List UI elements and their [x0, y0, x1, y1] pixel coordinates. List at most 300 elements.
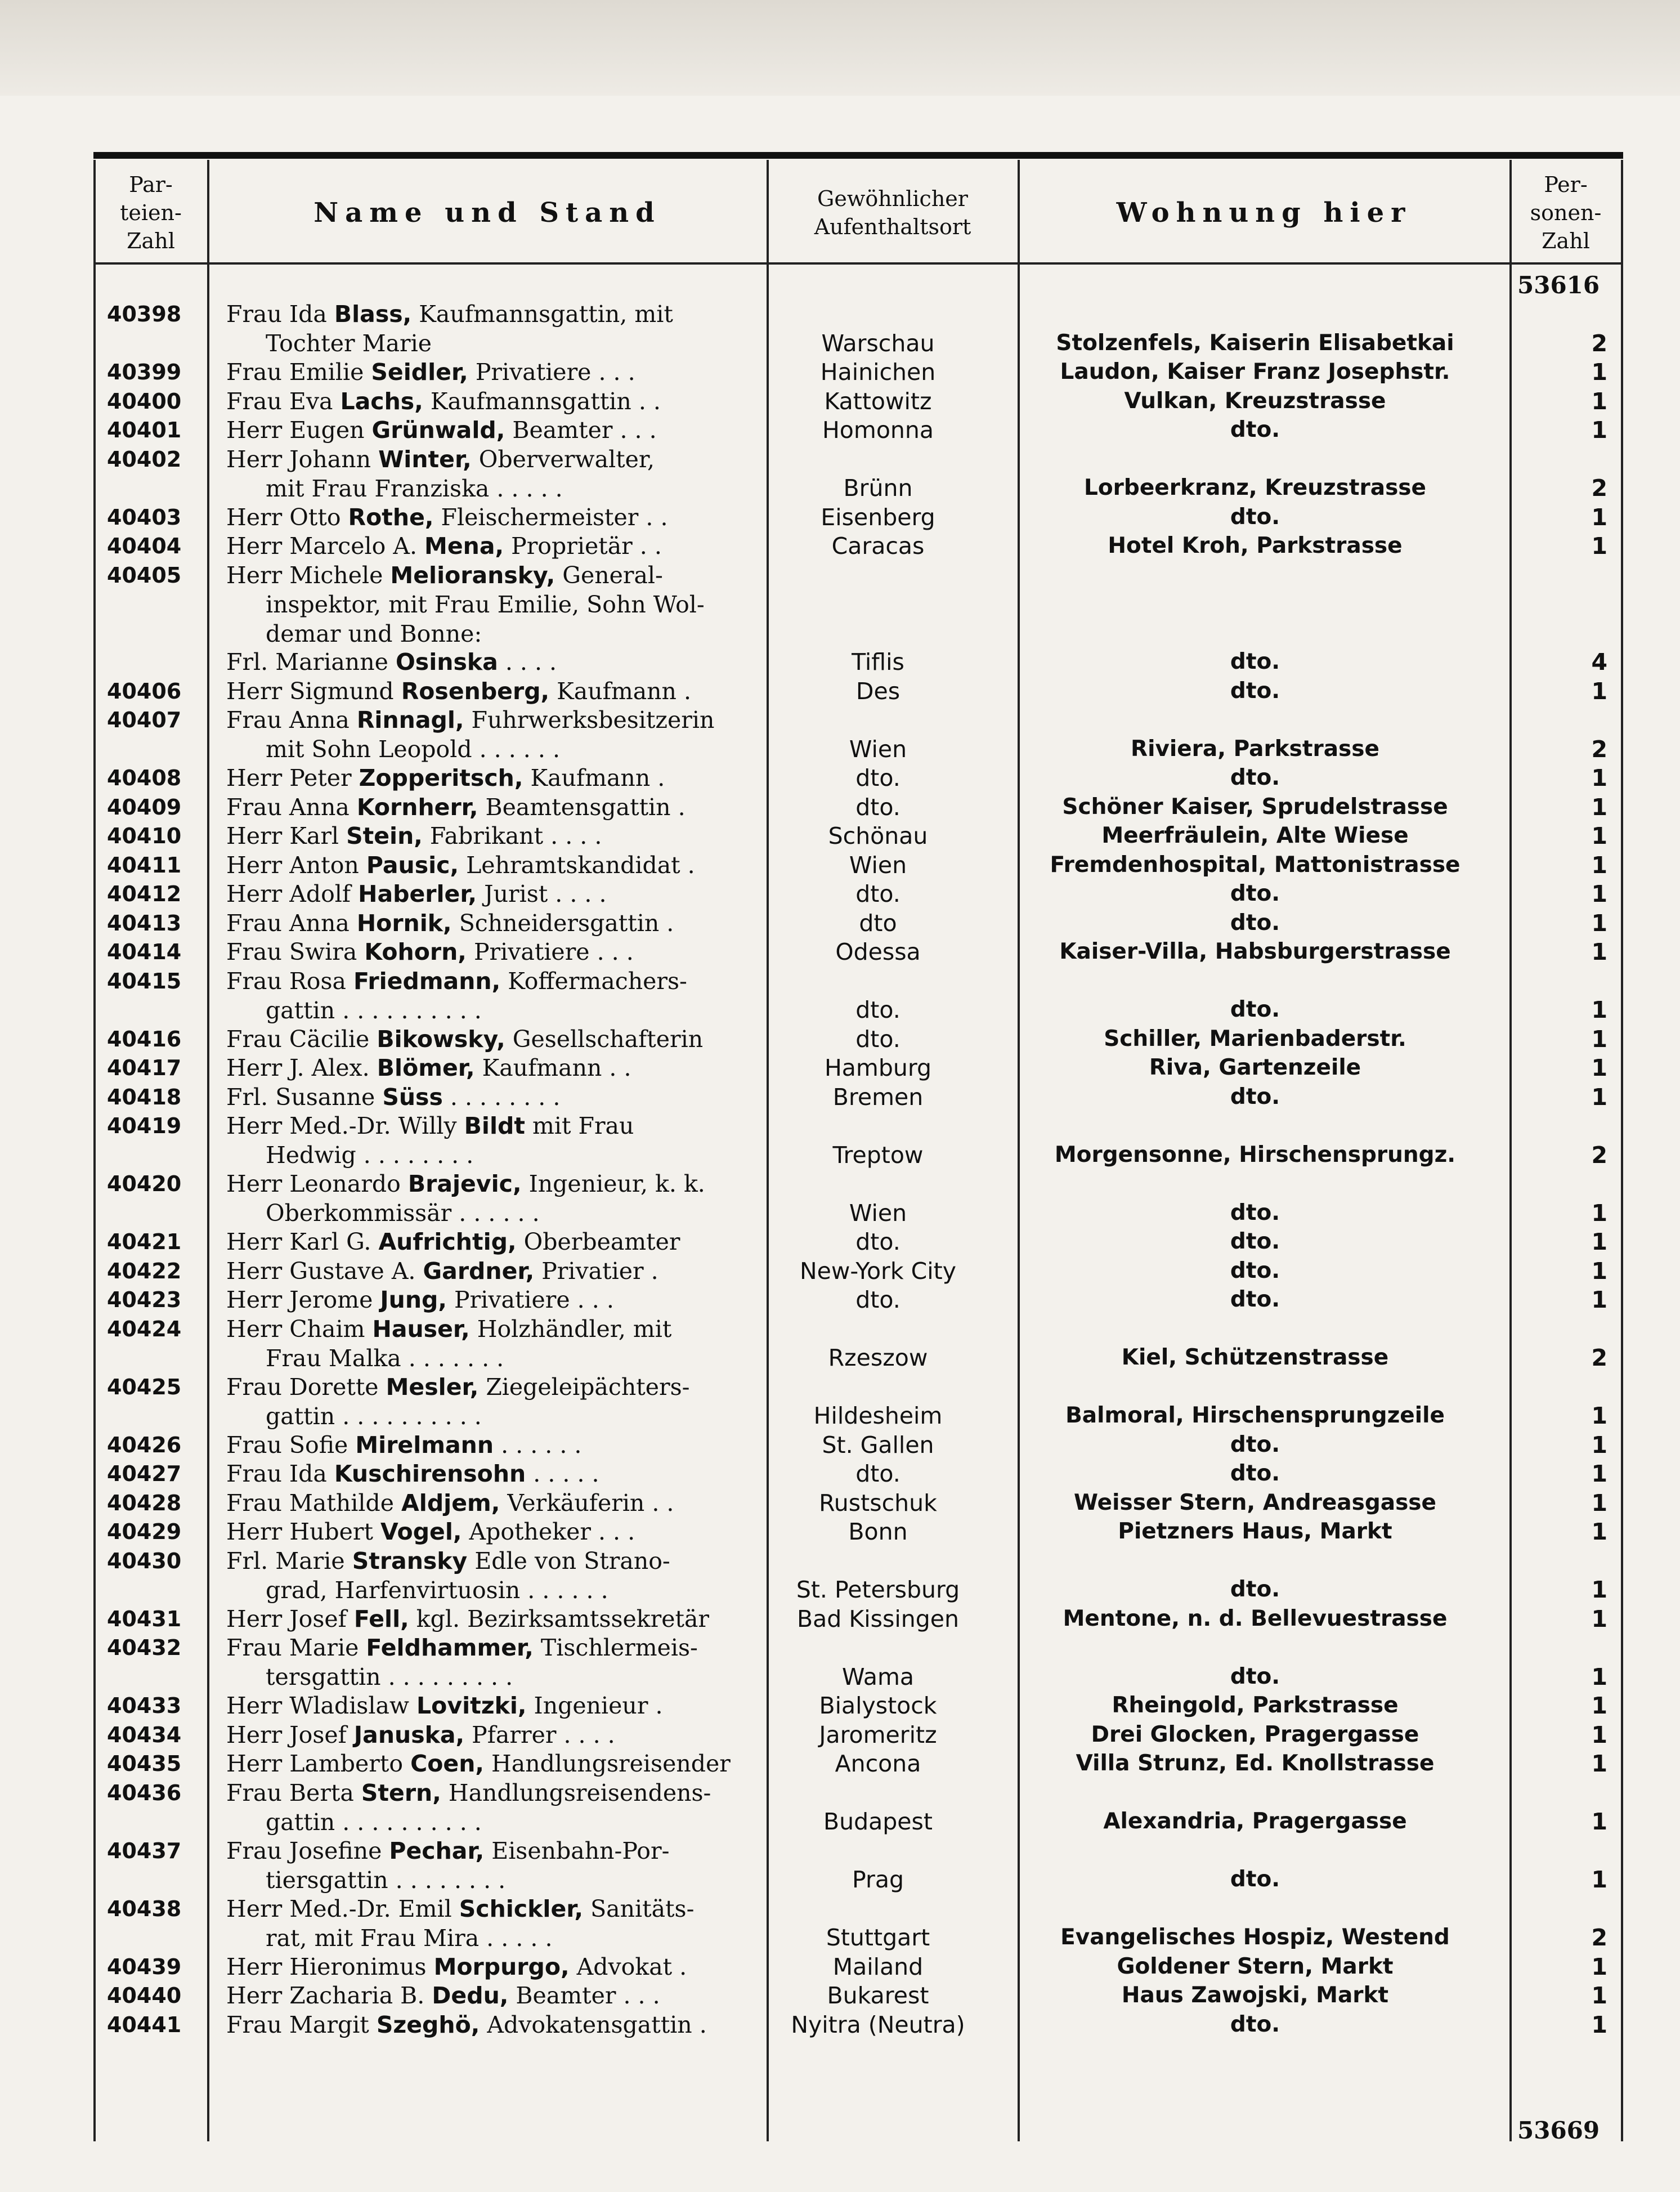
residence-here: dto.	[1230, 881, 1280, 906]
guest-title: Herr Sigmund	[226, 677, 394, 705]
entry-row	[93, 1981, 1623, 2010]
persons-count: 2	[1591, 1141, 1607, 1169]
guest-title: Herr Karl	[226, 822, 339, 849]
name-and-status	[226, 1981, 845, 2010]
party-number: 40414	[107, 940, 182, 964]
name-and-status	[226, 1459, 845, 1488]
residence-here: Schöner Kaiser, Sprudelstrasse	[1062, 794, 1448, 820]
usual-residence: Stuttgart	[826, 1924, 930, 1951]
guest-title: Frau Anna	[226, 909, 350, 937]
party-number: 40430	[107, 1548, 182, 1573]
residence-here: dto.	[1230, 2011, 1280, 2037]
persons-count: 1	[1591, 1257, 1607, 1285]
persons-count: 2	[1591, 1344, 1607, 1371]
guest-occupation: mit Frau	[532, 1112, 634, 1139]
residence-here: Goldener Stern, Markt	[1117, 1953, 1394, 1979]
usual-residence: Schönau	[828, 822, 928, 849]
scan-edge	[0, 0, 1680, 96]
name-and-status	[226, 1778, 845, 1837]
residence-here: Drei Glocken, Pragergasse	[1091, 1721, 1419, 1747]
guest-title: Herr Hubert	[226, 1518, 373, 1545]
persons-count: 1	[1591, 1083, 1607, 1111]
persons-count: 1	[1591, 1982, 1607, 2009]
guest-occupation: Koffermachers-	[508, 967, 687, 995]
entry-row	[93, 503, 1623, 532]
residence-here: dto.	[1230, 1431, 1280, 1457]
entry-row	[93, 1053, 1623, 1082]
name-and-status	[226, 1285, 845, 1314]
guest-title: Frau Sofie	[226, 1431, 348, 1459]
name-and-status	[226, 1546, 845, 1605]
name-and-status	[226, 1517, 845, 1546]
persons-count: 4	[1591, 648, 1607, 676]
residence-here: dto.	[1230, 1287, 1280, 1312]
residence-here: Haus Zawojski, Markt	[1121, 1983, 1389, 2008]
entry-row	[93, 1546, 1623, 1604]
name-and-status	[226, 1488, 845, 1518]
party-number: 40404	[107, 534, 182, 558]
guest-occupation: Oberbeamter	[523, 1228, 680, 1255]
name-and-status	[226, 387, 845, 416]
guest-title: Herr Leonardo	[226, 1170, 401, 1197]
guest-surname: Morpurgo,	[433, 1953, 570, 1980]
guest-title: Herr Med.-Dr. Willy	[226, 1112, 457, 1139]
header-usual-residence: Gewöhnlicher Aufenthaltsort	[814, 186, 971, 239]
name-continuation: Hedwig . . . . . . . .	[266, 1142, 474, 1169]
guest-occupation: Kaufmannsgattin, mit	[419, 301, 673, 328]
persons-count: 1	[1591, 1692, 1607, 1719]
guest-surname: Lachs,	[340, 387, 423, 415]
persons-count: 2	[1591, 735, 1607, 763]
guest-title: Frau Margit	[226, 2011, 369, 2038]
persons-count: 1	[1591, 880, 1607, 907]
name-and-status	[226, 851, 845, 880]
header-name-and-status: Name und Stand	[313, 197, 661, 229]
residence-here: dto.	[1230, 504, 1280, 530]
guest-title: Herr Johann	[226, 445, 371, 473]
name-and-status	[226, 1025, 845, 1054]
residence-here: dto.	[1230, 1461, 1280, 1486]
guest-occupation: Advokat .	[576, 1953, 687, 1980]
persons-count: 1	[1591, 1953, 1607, 1980]
guest-occupation: Beamter . . .	[516, 1982, 660, 2009]
party-number: 40415	[107, 968, 182, 994]
residence-here: Kaiser-Villa, Habsburgerstrasse	[1059, 939, 1451, 964]
guest-surname: Stein,	[346, 822, 423, 849]
persons-count: 1	[1591, 1199, 1607, 1227]
guest-surname: Stern,	[361, 1779, 441, 1806]
usual-residence: Bukarest	[827, 1982, 929, 2009]
name-continuation: gattin . . . . . . . . . .	[266, 996, 482, 1024]
usual-residence: Homonna	[822, 417, 934, 444]
residence-here: Meerfräulein, Alte Wiese	[1101, 823, 1409, 848]
guest-surname: Vogel,	[380, 1518, 462, 1545]
guest-title: Frl. Marianne	[226, 648, 388, 676]
persons-count: 1	[1591, 1750, 1607, 1777]
name-and-status	[226, 2010, 845, 2039]
party-number: 40439	[107, 1954, 182, 1979]
entry-row	[93, 1082, 1623, 1112]
residence-here: dto.	[1230, 1663, 1280, 1689]
usual-residence: Wien	[849, 735, 907, 763]
guest-surname: Winter,	[378, 445, 472, 473]
header-persons-count: Per- sonen- Zahl	[1530, 172, 1602, 253]
name-and-status	[226, 1691, 845, 1720]
name-and-status	[226, 763, 845, 793]
guest-surname: Hornik,	[356, 909, 452, 937]
guest-title: Herr Peter	[226, 764, 352, 791]
name-and-status	[226, 821, 845, 851]
residence-here: Weisser Stern, Andreasgasse	[1074, 1489, 1436, 1515]
residence-here: Riviera, Parkstrasse	[1131, 736, 1379, 762]
entry-row	[93, 1314, 1623, 1372]
guest-surname: Schickler,	[459, 1895, 584, 1922]
guest-surname: Aufrichtig,	[378, 1228, 517, 1255]
guest-title: Herr Med.-Dr. Emil	[226, 1895, 452, 1922]
usual-residence: Rzeszow	[828, 1344, 928, 1371]
usual-residence: dto.	[855, 996, 901, 1023]
name-and-status	[226, 793, 845, 822]
guest-title: Herr Karl G.	[226, 1228, 371, 1255]
guest-title: Frau Anna	[226, 793, 350, 821]
guest-surname: Kornherr,	[356, 793, 478, 821]
name-and-status	[226, 1633, 845, 1692]
guest-title: Herr Jerome	[226, 1286, 373, 1313]
usual-residence: Hildesheim	[813, 1402, 943, 1429]
usual-residence: Hamburg	[824, 1054, 932, 1081]
persons-count: 1	[1591, 1721, 1607, 1748]
guest-title: Herr Wladislaw	[226, 1692, 409, 1719]
guest-surname: Kohorn,	[364, 938, 467, 965]
name-and-status	[226, 1082, 845, 1112]
guest-surname: Pechar,	[389, 1837, 485, 1864]
name-continuation: tersgattin . . . . . . . . .	[266, 1663, 513, 1690]
guest-title: Herr Marcelo A.	[226, 533, 417, 560]
guest-occupation: . . . . . . . .	[450, 1083, 561, 1111]
party-number: 40411	[107, 852, 182, 878]
name-and-status	[226, 561, 845, 648]
residence-here: dto.	[1230, 417, 1280, 442]
name-continuation: Frau Malka . . . . . . .	[266, 1344, 504, 1372]
residence-here: Laudon, Kaiser Franz Josephstr.	[1060, 359, 1450, 384]
carry-over-total: 53616	[1517, 271, 1600, 299]
usual-residence: Des	[855, 677, 901, 705]
guest-occupation: . . . .	[505, 648, 557, 676]
party-number: 40432	[107, 1635, 182, 1660]
persons-count: 1	[1591, 1228, 1607, 1255]
name-and-status	[226, 937, 845, 967]
guest-surname: Dedu,	[432, 1982, 509, 2009]
guest-occupation: Eisenbahn-Por-	[491, 1837, 670, 1864]
party-number: 40406	[107, 678, 182, 704]
party-number: 40440	[107, 1983, 182, 2008]
persons-count: 1	[1591, 1431, 1607, 1459]
guest-occupation: kgl. Bezirksamtssekretär	[416, 1605, 710, 1632]
guest-occupation: Privatiere . . .	[454, 1286, 614, 1313]
guest-surname: Zopperitsch,	[359, 764, 523, 791]
entry-row	[93, 1459, 1623, 1488]
guest-occupation: Holzhändler, mit	[477, 1315, 672, 1343]
usual-residence: dto	[859, 909, 897, 937]
residence-here: dto.	[1230, 649, 1280, 674]
name-and-status	[226, 705, 845, 764]
guest-surname: Hauser,	[372, 1315, 470, 1343]
final-total: 53669	[1517, 2117, 1600, 2144]
persons-count: 1	[1591, 1489, 1607, 1516]
persons-count: 1	[1591, 996, 1607, 1023]
persons-count: 1	[1591, 359, 1607, 386]
party-number: 40419	[107, 1113, 182, 1138]
party-number: 40405	[107, 562, 182, 588]
name-continuation: gattin . . . . . . . . . .	[266, 1402, 482, 1430]
residence-here: dto.	[1230, 678, 1280, 704]
persons-count: 1	[1591, 1054, 1607, 1081]
guest-title: Frau Anna	[226, 706, 350, 733]
guest-title: Frau Mathilde	[226, 1489, 394, 1516]
usual-residence: Odessa	[835, 938, 921, 965]
header-residence-here: Wohnung hier	[1116, 197, 1412, 229]
party-number: 40420	[107, 1171, 182, 1196]
party-number: 40434	[107, 1722, 182, 1747]
party-number: 40402	[107, 446, 182, 472]
persons-count: 2	[1591, 329, 1607, 357]
party-number: 40421	[107, 1229, 182, 1254]
party-number: 40425	[107, 1374, 182, 1399]
guest-surname: Szeghö,	[376, 2011, 480, 2038]
persons-count: 1	[1591, 764, 1607, 791]
entry-row	[93, 1778, 1623, 1836]
party-number: 40417	[107, 1055, 182, 1080]
guest-occupation: Handlungsreisender	[491, 1750, 731, 1777]
guest-occupation: Kaufmann . .	[482, 1054, 631, 1081]
guest-surname: Osinska	[395, 648, 498, 676]
party-number: 40399	[107, 360, 182, 384]
name-continuation: grad, Harfenvirtuosin . . . . . .	[266, 1576, 608, 1604]
guest-surname: Feldhammer,	[366, 1634, 534, 1661]
guest-title: Frau Emilie	[226, 359, 364, 386]
entry-row	[93, 1488, 1623, 1518]
usual-residence: New-York City	[799, 1257, 957, 1285]
usual-residence: Wama	[841, 1663, 915, 1690]
entry-row	[93, 1720, 1623, 1750]
party-number: 40410	[107, 824, 182, 848]
entry-row	[93, 299, 1623, 357]
guest-title: Herr Hieronimus	[226, 1953, 427, 1980]
residence-here: dto.	[1230, 1258, 1280, 1283]
persons-count: 1	[1591, 1402, 1607, 1429]
residence-here: dto.	[1230, 997, 1280, 1022]
guest-title: Frau Ida	[226, 1460, 327, 1487]
residence-here: Schiller, Marienbaderstr.	[1104, 1026, 1406, 1052]
guest-occupation: Handlungsreisendens-	[448, 1779, 711, 1806]
entry-row	[93, 2010, 1623, 2039]
usual-residence: Brünn	[843, 475, 913, 502]
persons-count: 1	[1591, 822, 1607, 849]
party-number: 40433	[107, 1693, 182, 1718]
residence-here: Morgensonne, Hirschensprungz.	[1054, 1142, 1456, 1167]
party-number: 40436	[107, 1780, 182, 1805]
entry-row	[93, 967, 1623, 1025]
name-continuation: gattin . . . . . . . . . .	[266, 1808, 482, 1836]
guest-title: Herr J. Alex.	[226, 1054, 370, 1081]
guest-occupation: Ingenieur, k. k.	[528, 1170, 705, 1197]
entry-row	[93, 909, 1623, 938]
entry-row	[93, 357, 1623, 387]
party-number: 40418	[107, 1084, 182, 1110]
guest-surname: Mena,	[424, 533, 504, 560]
entry-row	[93, 1111, 1623, 1169]
party-number: 40427	[107, 1461, 182, 1486]
guest-occupation: General-	[562, 561, 663, 589]
guest-occupation: Fuhrwerksbesitzerin	[471, 706, 715, 733]
persons-count: 1	[1591, 2011, 1607, 2038]
entry-row	[93, 1430, 1623, 1460]
guest-title: Frau Ida	[226, 301, 327, 328]
name-continuation: inspektor, mit Frau Emilie, Sohn Wol-	[266, 591, 705, 618]
residence-here: dto.	[1230, 765, 1280, 790]
entry-row	[93, 531, 1623, 561]
guest-title: Frau Dorette	[226, 1373, 379, 1401]
guest-title: Herr Gustave A.	[226, 1257, 416, 1285]
usual-residence: Jaromeritz	[819, 1721, 937, 1748]
persons-count: 1	[1591, 533, 1607, 560]
name-and-status	[226, 1720, 845, 1750]
entry-row	[93, 1025, 1623, 1054]
name-and-status	[226, 1430, 845, 1460]
header-rule	[93, 262, 1623, 265]
guest-surname: Seidler,	[371, 359, 468, 386]
guest-title: Herr Josef	[226, 1721, 347, 1748]
entry-row	[93, 851, 1623, 880]
guest-occupation: Sanitäts-	[590, 1895, 695, 1922]
guest-surname: Januska,	[353, 1721, 465, 1748]
guest-surname: Rothe,	[348, 503, 434, 531]
name-and-status	[226, 1836, 845, 1895]
residence-here: Vulkan, Kreuzstrasse	[1124, 388, 1386, 414]
guest-occupation: Edle von Strano-	[474, 1547, 670, 1574]
persons-count: 2	[1591, 475, 1607, 502]
entry-row	[93, 1372, 1623, 1430]
usual-residence: St. Gallen	[822, 1431, 934, 1459]
usual-residence: Tiflis	[852, 648, 904, 676]
party-number: 40423	[107, 1287, 182, 1312]
guest-title: Herr Anton	[226, 851, 359, 879]
entry-row	[93, 1633, 1623, 1691]
name-and-status	[226, 299, 845, 358]
residence-here: Kiel, Schützenstrasse	[1121, 1345, 1389, 1370]
entry-row	[93, 387, 1623, 416]
residence-here: dto.	[1230, 1577, 1280, 1602]
persons-count: 1	[1591, 851, 1607, 879]
usual-residence: Wien	[849, 1199, 907, 1227]
persons-count: 1	[1591, 1286, 1607, 1313]
party-number: 40424	[107, 1316, 182, 1341]
entry-row	[93, 1749, 1623, 1778]
name-continuation: mit Frau Franziska . . . . .	[266, 475, 563, 502]
party-number: 40428	[107, 1490, 182, 1515]
guest-title: Herr Josef	[226, 1605, 347, 1632]
party-number: 40426	[107, 1432, 182, 1457]
guest-title: Herr Chaim	[226, 1315, 365, 1343]
usual-residence: dto.	[855, 764, 901, 791]
name-and-status	[226, 1169, 845, 1228]
guest-title: Frl. Marie	[226, 1547, 345, 1574]
usual-residence: dto.	[855, 1025, 901, 1053]
guest-occupation: Kaufmannsgattin . .	[430, 387, 661, 415]
guest-surname: Jung,	[380, 1286, 447, 1313]
party-number: 40400	[107, 388, 182, 414]
residence-here: Rheingold, Parkstrasse	[1112, 1693, 1399, 1718]
entry-row	[93, 705, 1623, 763]
name-continuation: Oberkommissär . . . . . .	[266, 1200, 540, 1227]
entry-row	[93, 763, 1623, 793]
entry-row	[93, 937, 1623, 967]
usual-residence: Warschau	[821, 329, 935, 357]
party-number: 40409	[107, 794, 182, 820]
usual-residence: Nyitra (Neutra)	[791, 2011, 965, 2038]
guest-occupation: Beamtensgattin .	[485, 793, 686, 821]
guest-surname: Blömer,	[377, 1054, 475, 1081]
name-continuation: Tochter Marie	[266, 330, 432, 357]
guest-surname: Lovitzki,	[416, 1692, 527, 1719]
usual-residence: dto.	[855, 1228, 901, 1255]
name-and-status	[226, 1749, 845, 1778]
entry-row	[93, 415, 1623, 445]
usual-residence: dto.	[855, 1286, 901, 1313]
guest-occupation: Apotheker . . .	[469, 1518, 635, 1545]
guest-occupation: Ingenieur .	[534, 1692, 663, 1719]
guest-surname: Kuschirensohn	[334, 1460, 526, 1487]
name-and-status	[226, 531, 845, 561]
guest-occupation: Privatier .	[541, 1257, 658, 1285]
residence-here: Fremdenhospital, Mattonistrasse	[1050, 852, 1461, 878]
name-and-status	[226, 1053, 845, 1082]
usual-residence: Budapest	[823, 1808, 933, 1835]
residence-here: Lorbeerkranz, Kreuzstrasse	[1084, 475, 1426, 500]
persons-count: 1	[1591, 1025, 1607, 1053]
usual-residence: Treptow	[832, 1141, 924, 1169]
guest-surname: Friedmann,	[353, 967, 501, 995]
residence-here: Villa Strunz, Ed. Knollstrasse	[1076, 1751, 1435, 1776]
persons-count: 1	[1591, 1866, 1607, 1893]
residence-here: dto.	[1230, 910, 1280, 936]
guest-occupation: Privatiere . . .	[473, 938, 634, 965]
guest-surname: Blass,	[334, 301, 412, 328]
guest-title: Frau Josefine	[226, 1837, 382, 1864]
entry-row	[93, 821, 1623, 851]
residence-here: Alexandria, Pragergasse	[1103, 1809, 1407, 1834]
guest-occupation: Verkäuferin . .	[507, 1489, 674, 1516]
guest-title: Frau Cäcilie	[226, 1025, 370, 1053]
guest-title: Frau Rosa	[226, 967, 346, 995]
guest-surname: Brajevic,	[407, 1170, 522, 1197]
party-number: 40431	[107, 1606, 182, 1631]
guest-surname: Melioransky,	[390, 561, 555, 589]
guest-surname: Coen,	[410, 1750, 484, 1777]
guest-occupation: Pfarrer . . . .	[472, 1721, 615, 1748]
entry-row	[93, 1836, 1623, 1894]
persons-count: 1	[1591, 677, 1607, 705]
usual-residence: Bonn	[848, 1518, 908, 1545]
persons-count: 1	[1591, 1460, 1607, 1487]
name-and-status	[226, 677, 845, 706]
register-page	[93, 152, 1623, 2150]
usual-residence: Ancona	[835, 1750, 921, 1777]
name-and-status	[226, 357, 845, 387]
usual-residence: St. Petersburg	[796, 1576, 960, 1603]
party-number: 40413	[107, 910, 182, 936]
residence-here: dto.	[1230, 1229, 1280, 1254]
